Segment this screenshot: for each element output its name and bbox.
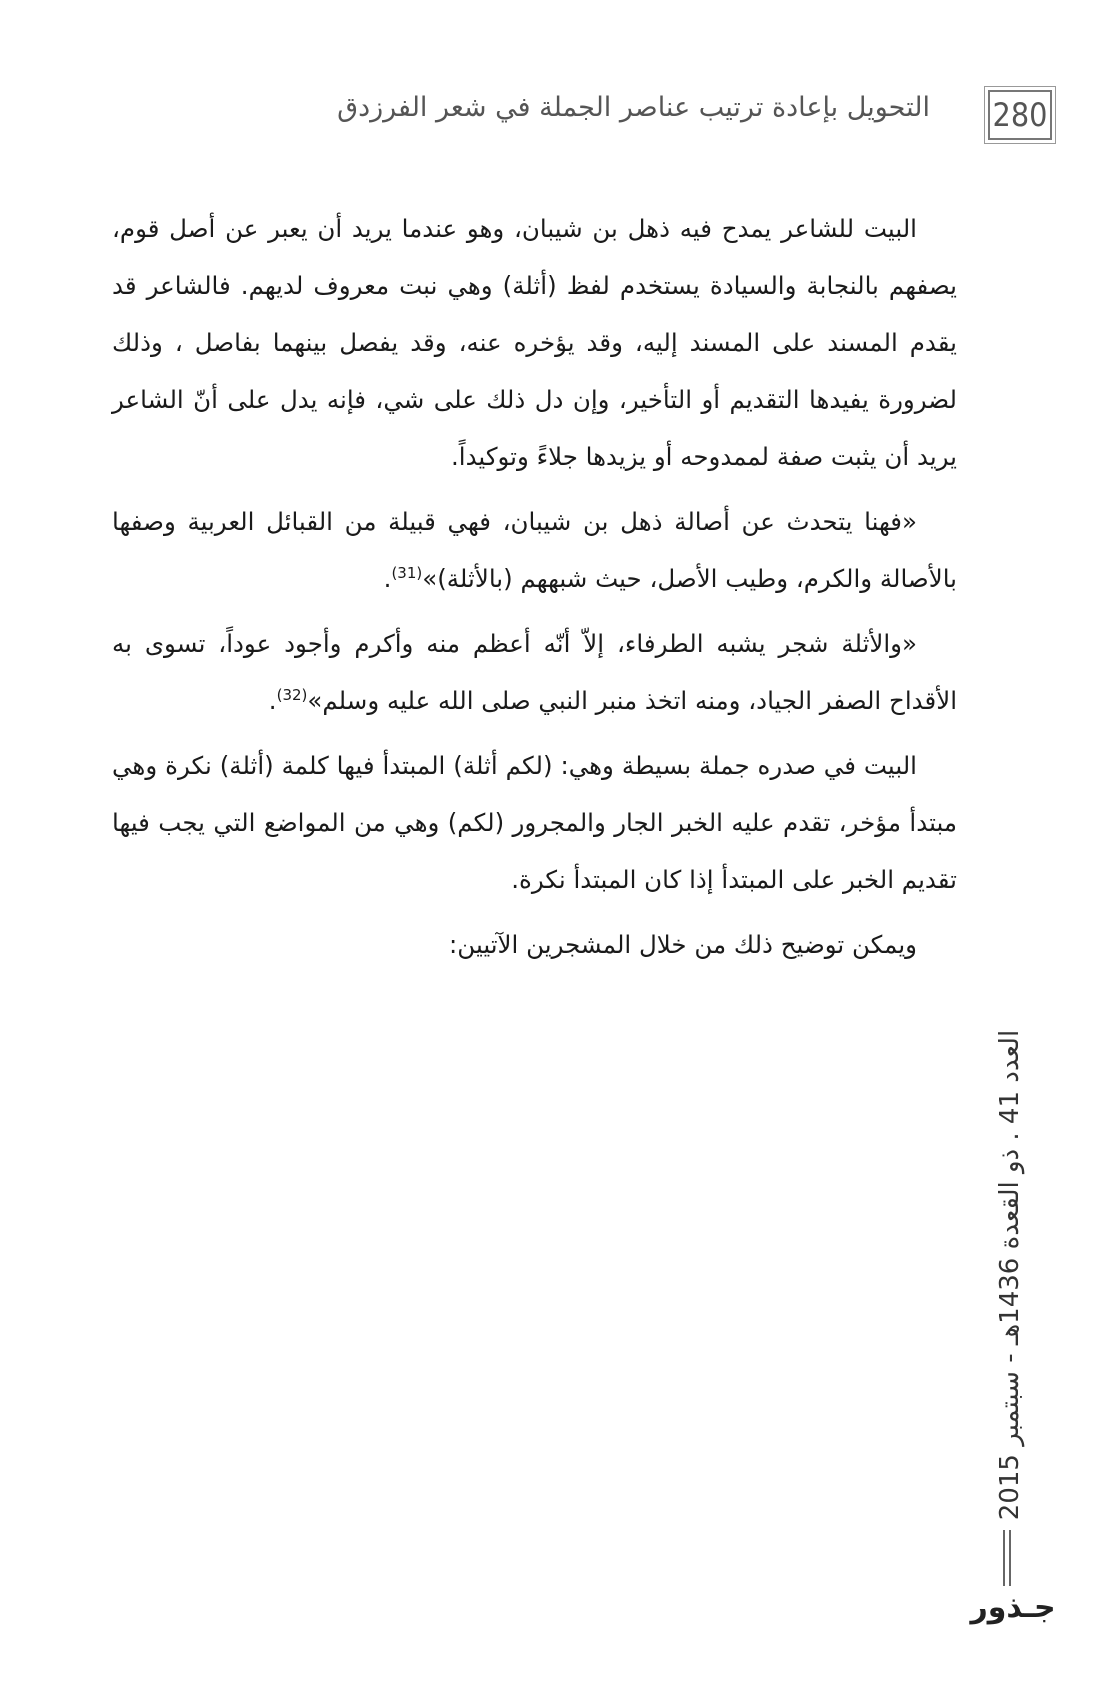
issue-info: العدد 41 . ذو القعدة 1436هـ - سبتمبر 2015 xyxy=(995,1029,1025,1521)
body-text xyxy=(112,200,957,981)
page-number: 280 xyxy=(988,90,1052,140)
quote-paragraph xyxy=(112,615,957,729)
journal-logo: جـذور xyxy=(970,1590,1056,1625)
footnote-ref: (31) xyxy=(391,563,423,582)
quote-text: «والأثلة شجر يشبه الطرفاء، إلاّ أنّه أعظم منه وأكرم وأجود عوداً، تسوى به الأقداح الصفر الجياد، ومنه اتخذ منبر النبي صلى الله عليه وسلم» xyxy=(112,629,957,715)
divider xyxy=(1003,1530,1011,1586)
paragraph: البيت للشاعر يمدح فيه ذهل بن شيبان، وهو عندما يريد أن يعبر عن أصل قوم، يصفهم بالنجابة والسيادة يستخدم لفظ (أثلة) وهي نبت معروف لديهم. فالشاعر قد يقدم المسند على المسند إليه، وقد يؤخره عنه، وقد يفصل بينهما بفاصل ، وذلك لضرورة يفيدها التقديم أو التأخير، وإن دل ذلك على شي، فإنه يدل على أنّ الشاعر يريد أن يثبت صفة لممدوحه أو يزيدها جلاءً وتوكيداً. xyxy=(112,214,957,471)
quote-paragraph xyxy=(112,493,957,607)
sentence-end: . xyxy=(268,686,277,715)
quote-text: «فهنا يتحدث عن أصالة ذهل بن شيبان، فهي قبيلة من القبائل العربية وصفها بالأصالة والكرم، وطيب الأصل، حيث شبههم (بالأثلة)» xyxy=(112,507,957,593)
footnote-ref: (32) xyxy=(276,685,308,704)
paragraph: البيت في صدره جملة بسيطة وهي: (لكم أثلة) المبتدأ فيها كلمة (أثلة) نكرة وهي مبتدأ مؤخر، تقدم عليه الخبر الجار والمجرور (لكم) وهي من المواضع التي يجب فيها تقديم الخبر على المبتدأ إذا كان المبتدأ نكرة. xyxy=(112,751,957,894)
running-title: التحويل بإعادة ترتيب عناصر الجملة في شعر الفرزدق xyxy=(337,92,930,123)
paragraph: ويمكن توضيح ذلك من خلال المشجرين الآتيين: xyxy=(449,930,917,959)
sentence-end: . xyxy=(383,564,392,593)
